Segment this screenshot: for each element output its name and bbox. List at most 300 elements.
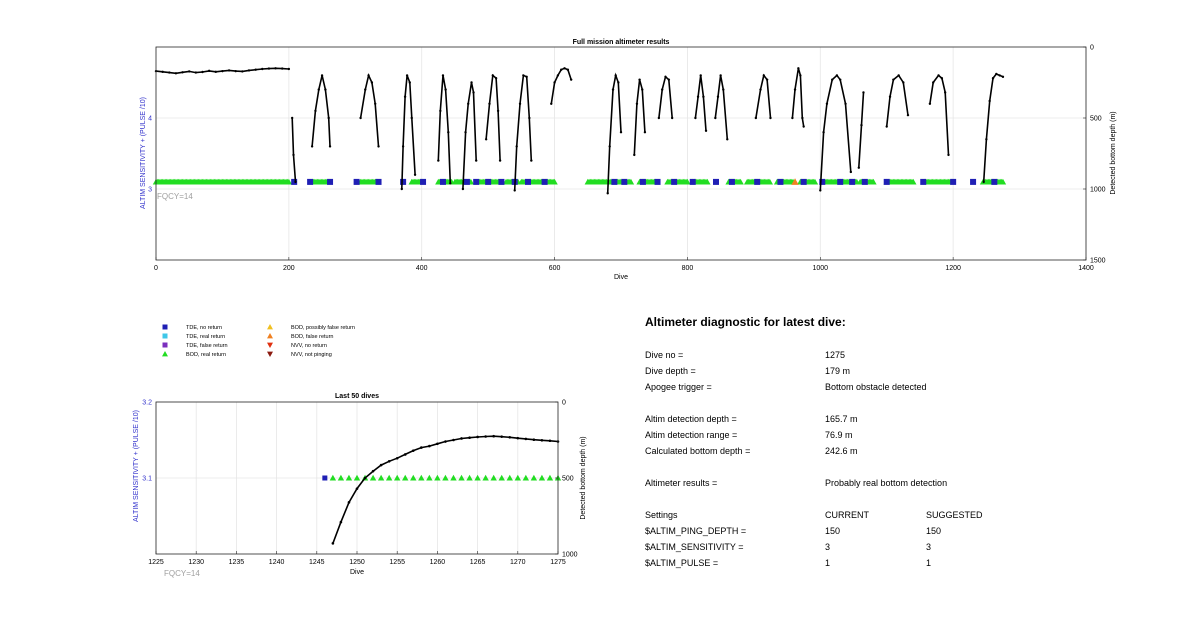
depth-point	[329, 145, 331, 147]
depth-point	[470, 81, 472, 83]
depth-point	[215, 71, 217, 73]
depth-point	[294, 181, 296, 183]
depth-point	[195, 71, 197, 73]
depth-point	[722, 88, 724, 90]
last-50-chart	[133, 393, 587, 578]
diagnostic-value: 165.7 m	[825, 414, 858, 424]
depth-point	[1002, 76, 1004, 78]
depth-point	[794, 88, 796, 90]
depth-point	[714, 117, 716, 119]
depth-point	[444, 88, 446, 90]
depth-point	[168, 71, 170, 73]
depth-point	[292, 154, 294, 156]
depth-point	[705, 130, 707, 132]
depth-point	[409, 81, 411, 83]
depth-point	[844, 103, 846, 105]
depth-point	[638, 78, 640, 80]
x-tick-label: 200	[283, 265, 295, 272]
depth-point	[328, 117, 330, 119]
depth-point	[941, 77, 943, 79]
legend-triangle-icon	[267, 343, 273, 348]
depth-point	[495, 77, 497, 79]
y-left-tick-label: 3	[148, 186, 152, 194]
legend-item	[267, 324, 355, 331]
depth-point	[314, 110, 316, 112]
depth-point	[372, 470, 375, 473]
x-tick-label: 1240	[268, 559, 285, 566]
settings-row	[645, 526, 1165, 542]
depth-point	[819, 189, 821, 191]
diagnostic-label: Calculated bottom depth =	[645, 446, 751, 456]
x-tick-label: 1400	[1078, 265, 1094, 272]
depth-point	[836, 74, 838, 76]
depth-point	[492, 435, 495, 438]
tde-no-return-marker	[690, 179, 696, 185]
depth-point	[702, 96, 704, 98]
depth-point	[420, 446, 423, 449]
depth-point	[550, 103, 552, 105]
last-50-chart-x-label: Dive	[349, 569, 365, 576]
settings-label: $ALTIM_PING_DEPTH =	[645, 526, 747, 536]
diagnostic-value: 179 m	[825, 366, 851, 376]
tde-no-return-marker	[621, 179, 627, 185]
main-chart-y-right-ticks	[1083, 45, 1106, 265]
depth-point	[947, 154, 949, 156]
depth-point	[992, 77, 994, 79]
depth-point	[668, 78, 670, 80]
depth-point	[553, 81, 555, 83]
depth-point	[831, 78, 833, 80]
depth-point	[508, 436, 511, 439]
depth-point	[530, 159, 532, 161]
depth-point	[516, 145, 518, 147]
x-tick-label: 1225	[148, 559, 164, 566]
depth-point	[364, 477, 367, 480]
x-tick-label: 1235	[228, 559, 245, 566]
depth-point	[759, 88, 761, 90]
depth-point	[983, 181, 985, 183]
diagnostic-row	[645, 366, 1165, 382]
depth-point	[181, 71, 183, 73]
y-right-tick-label: 500	[1090, 115, 1102, 123]
tde-no-return-marker	[473, 179, 479, 185]
legend-square-icon	[163, 334, 168, 339]
depth-point	[208, 70, 210, 72]
legend-item	[163, 334, 226, 341]
depth-point	[617, 81, 619, 83]
legend-item	[267, 333, 334, 340]
depth-point	[541, 439, 544, 442]
main-chart-title: Full mission altimeter results	[572, 39, 670, 46]
main-chart-plot-area	[156, 47, 1086, 260]
depth-point	[929, 103, 931, 105]
tde-no-return-marker	[671, 179, 677, 185]
depth-point	[374, 103, 376, 105]
settings-suggested: 3	[926, 542, 932, 552]
x-tick-label: 1265	[469, 559, 486, 566]
depth-point	[497, 110, 499, 112]
depth-point	[175, 72, 177, 74]
diagnostic-label: Altim detection depth =	[645, 414, 737, 424]
depth-point	[998, 74, 1000, 76]
depth-point	[475, 159, 477, 161]
depth-point	[839, 78, 841, 80]
depth-point	[447, 131, 449, 133]
last-50-chart-y-right-label: Detected bottom depth (m)	[580, 436, 587, 520]
depth-point	[476, 436, 479, 439]
last-50-chart-title: Last 50 dives	[335, 393, 379, 400]
y-right-tick-label: 1500	[1090, 257, 1106, 265]
depth-point	[719, 74, 721, 76]
legend-label: BOD, real return	[186, 352, 227, 359]
depth-point	[858, 167, 860, 169]
diagnostic-value: 1275	[825, 350, 846, 360]
legend-label: BOD, possibly false return	[291, 325, 355, 332]
depth-point	[462, 188, 464, 190]
tde-no-return-marker	[801, 179, 807, 185]
depth-point	[377, 145, 379, 147]
x-tick-label: 600	[548, 265, 561, 272]
depth-point	[359, 117, 361, 119]
depth-point	[563, 67, 565, 69]
x-tick-label: 1270	[510, 559, 526, 566]
depth-point	[396, 457, 399, 460]
x-tick-label: 1260	[429, 559, 446, 566]
settings-row	[645, 558, 1165, 574]
depth-point	[612, 88, 614, 90]
depth-point	[892, 78, 894, 80]
depth-point	[364, 88, 366, 90]
depth-point	[560, 69, 562, 71]
depth-point	[766, 78, 768, 80]
depth-point	[468, 436, 471, 439]
diagnostic-row	[645, 430, 1165, 446]
diagnostic-value: 76.9 m	[825, 430, 853, 440]
settings-header-label: Settings	[645, 510, 678, 520]
depth-point	[697, 96, 699, 98]
diagnostic-row	[645, 478, 1165, 494]
depth-point	[937, 74, 939, 76]
depth-point	[799, 74, 801, 76]
tde-no-return-marker	[849, 179, 855, 185]
depth-point	[201, 71, 203, 73]
tde-no-return-marker	[498, 179, 504, 185]
depth-point	[356, 487, 359, 490]
legend-triangle-icon	[162, 351, 168, 356]
depth-point	[488, 103, 490, 105]
y-left-tick-label: 3.2	[142, 399, 152, 407]
depth-point	[988, 100, 990, 102]
depth-point	[525, 76, 527, 78]
tde-no-return-marker	[777, 179, 783, 185]
tde-no-return-marker	[837, 179, 843, 185]
tde-no-return-marker	[485, 179, 491, 185]
depth-point	[897, 74, 899, 76]
depth-point	[671, 117, 673, 119]
depth-point	[411, 117, 413, 119]
depth-point	[902, 81, 904, 83]
depth-point	[607, 192, 609, 194]
depth-point	[763, 74, 765, 76]
depth-point	[288, 68, 290, 70]
legend-label: NVV, not pinging	[291, 352, 332, 359]
tde-no-return-marker	[884, 179, 890, 185]
depth-point	[291, 117, 293, 119]
y-left-tick-label: 4	[148, 115, 152, 123]
legend-label: NVV, no return	[291, 343, 327, 350]
tde-no-return-marker	[970, 179, 976, 185]
depth-point	[791, 117, 793, 119]
depth-point	[472, 91, 474, 93]
depth-point	[484, 435, 487, 438]
x-tick-label: 0	[154, 265, 158, 272]
settings-header-current: CURRENT	[825, 510, 869, 520]
diagnostic-label: Altim detection range =	[645, 430, 738, 440]
depth-point	[694, 117, 696, 119]
depth-point	[717, 96, 719, 98]
depth-point	[664, 76, 666, 78]
legend	[162, 324, 355, 358]
depth-point	[528, 117, 530, 119]
depth-point	[907, 114, 909, 116]
diagnostic-value: Probably real bottom detection	[825, 478, 948, 488]
depth-point	[367, 74, 369, 76]
tde-no-return-marker	[542, 179, 548, 185]
diagnostic-value: Bottom obstacle detected	[825, 382, 927, 392]
depth-point	[388, 460, 391, 463]
settings-current: 3	[825, 542, 831, 552]
y-right-tick-label: 1000	[1090, 186, 1106, 194]
legend-square-icon	[163, 343, 168, 348]
depth-point	[340, 521, 343, 524]
depth-point	[348, 501, 351, 504]
tde-no-return-marker	[307, 179, 313, 185]
depth-point	[221, 70, 223, 72]
depth-point	[633, 154, 635, 156]
x-tick-label: 1200	[945, 265, 961, 272]
depth-point	[636, 103, 638, 105]
diagnostic-row	[645, 414, 1165, 430]
depth-point	[889, 96, 891, 98]
diagnostic-value: 242.6 m	[825, 446, 858, 456]
legend-square-icon	[163, 325, 168, 330]
depth-point	[414, 174, 416, 176]
depth-point	[380, 464, 383, 467]
tde-no-return-marker	[862, 179, 868, 185]
depth-point	[522, 74, 524, 76]
depth-point	[661, 88, 663, 90]
tde-no-return-marker	[640, 179, 646, 185]
depth-point	[311, 145, 313, 147]
depth-point	[161, 71, 163, 73]
y-right-tick-label: 0	[562, 399, 566, 407]
depth-point	[658, 117, 660, 119]
tde-no-return-marker	[440, 179, 446, 185]
diagnostic-row	[645, 446, 1165, 462]
settings-label: $ALTIM_SENSITIVITY =	[645, 542, 744, 552]
depth-point	[860, 124, 862, 126]
depth-point	[862, 91, 864, 93]
legend-item	[267, 352, 332, 359]
depth-point	[467, 103, 469, 105]
depth-point	[439, 110, 441, 112]
depth-point	[444, 440, 447, 443]
depth-point	[241, 70, 243, 72]
settings-current: 150	[825, 526, 841, 536]
depth-point	[404, 96, 406, 98]
tde-no-return-marker	[420, 179, 426, 185]
depth-point	[248, 69, 250, 71]
depth-point	[726, 138, 728, 140]
depth-point	[886, 125, 888, 127]
depth-point	[235, 70, 237, 72]
y-left-tick-label: 3.1	[142, 475, 152, 483]
tde-no-return-marker	[354, 179, 360, 185]
depth-point	[492, 74, 494, 76]
depth-point	[371, 81, 373, 83]
depth-point	[401, 188, 403, 190]
tde-no-return-marker	[991, 179, 997, 185]
legend-label: TDE, real return	[186, 334, 226, 341]
legend-label: BOD, false return	[291, 334, 334, 341]
tde-no-return-marker	[655, 179, 661, 185]
last-50-chart-fqcy-label: FQCY=14	[164, 569, 200, 578]
tde-no-return-marker	[920, 179, 926, 185]
depth-point	[995, 73, 997, 75]
settings-header-row	[645, 510, 1165, 526]
depth-point	[519, 103, 521, 105]
main-chart-x-label: Dive	[613, 274, 629, 281]
depth-point	[797, 67, 799, 69]
depth-point	[517, 437, 520, 440]
depth-point	[755, 117, 757, 119]
settings-header-suggested: SUGGESTED	[926, 510, 983, 520]
depth-point	[406, 74, 408, 76]
depth-point	[850, 171, 852, 173]
x-tick-label: 800	[681, 265, 694, 272]
depth-point	[449, 182, 451, 184]
tde-no-return-marker	[322, 476, 327, 481]
depth-point	[641, 88, 643, 90]
diagnostic-label: Apogee trigger =	[645, 382, 712, 392]
diagnostic-label: Dive depth =	[645, 366, 696, 376]
settings-suggested: 150	[926, 526, 942, 536]
depth-point	[514, 189, 516, 191]
depth-point	[567, 69, 569, 71]
depth-point	[609, 145, 611, 147]
settings-suggested: 1	[926, 558, 932, 568]
tde-no-return-marker	[327, 179, 333, 185]
depth-point	[281, 67, 283, 69]
x-tick-label: 1250	[349, 559, 365, 566]
tde-no-return-marker	[713, 179, 719, 185]
x-tick-label: 1230	[188, 559, 204, 566]
y-right-tick-label: 500	[562, 475, 574, 483]
depth-point	[442, 74, 444, 76]
tde-no-return-marker	[464, 179, 470, 185]
depth-point	[499, 159, 501, 161]
legend-item	[163, 343, 228, 350]
depth-point	[802, 125, 804, 127]
main-chart-y-right-label: Detected bottom depth (m)	[1110, 111, 1117, 195]
depth-point	[268, 67, 270, 69]
depth-point	[437, 159, 439, 161]
depth-point	[228, 69, 230, 71]
depth-point	[321, 74, 323, 76]
depth-point	[620, 131, 622, 133]
main-chart-y-left-label: ALTIM SENSITIVITY + (PULSE /10)	[140, 97, 147, 209]
x-tick-label: 1255	[389, 559, 405, 566]
depth-point	[533, 438, 536, 441]
depth-point	[614, 74, 616, 76]
tde-no-return-marker	[376, 179, 382, 185]
depth-point	[188, 70, 190, 72]
x-tick-label: 1000	[812, 265, 829, 272]
tde-no-return-marker	[950, 179, 956, 185]
depth-point	[485, 138, 487, 140]
legend-label: TDE, false return	[186, 343, 228, 350]
depth-point	[464, 131, 466, 133]
settings-label: $ALTIM_PULSE =	[645, 558, 719, 568]
tde-no-return-marker	[525, 179, 531, 185]
y-right-tick-label: 0	[1090, 44, 1094, 52]
depth-point	[324, 88, 326, 90]
diagnostic-row	[645, 350, 1165, 366]
depth-point	[412, 449, 415, 452]
settings-current: 1	[825, 558, 831, 568]
last-50-chart-y-left-label: ALTIM SENSITIVITY + (PULSE /10)	[133, 410, 140, 522]
depth-point	[452, 439, 455, 442]
legend-item	[162, 351, 226, 358]
depth-point	[644, 131, 646, 133]
diagnostic-panel	[645, 315, 1165, 574]
tde-no-return-marker	[754, 179, 760, 185]
x-tick-label: 1275	[550, 559, 566, 566]
depth-point	[525, 438, 528, 441]
depth-point	[254, 69, 256, 71]
depth-point	[318, 88, 320, 90]
depth-point	[944, 91, 946, 93]
diagnostic-label: Altimeter results =	[645, 478, 718, 488]
diagnostic-label: Dive no =	[645, 350, 684, 360]
legend-triangle-icon	[267, 324, 273, 329]
depth-point	[274, 67, 276, 69]
tde-no-return-marker	[611, 179, 617, 185]
legend-triangle-icon	[267, 333, 273, 338]
depth-point	[332, 542, 335, 545]
depth-point	[985, 138, 987, 140]
depth-point	[932, 81, 934, 83]
depth-point	[460, 437, 463, 440]
depth-point	[570, 78, 572, 80]
settings-row	[645, 542, 1165, 558]
depth-point	[549, 439, 552, 442]
depth-point	[700, 74, 702, 76]
depth-point	[822, 131, 824, 133]
tde-no-return-marker	[729, 179, 735, 185]
depth-point	[404, 453, 407, 456]
legend-item	[267, 343, 327, 350]
y-right-tick-label: 1000	[562, 551, 578, 559]
depth-point	[801, 117, 803, 119]
depth-point	[261, 68, 263, 70]
main-chart-fqcy-label: FQCY=14	[157, 192, 193, 201]
diagnostic-row	[645, 382, 1165, 398]
main-chart-y-left-ticks	[148, 116, 152, 194]
depth-point	[402, 145, 404, 147]
depth-point	[500, 435, 503, 438]
legend-label: TDE, no return	[186, 325, 223, 332]
